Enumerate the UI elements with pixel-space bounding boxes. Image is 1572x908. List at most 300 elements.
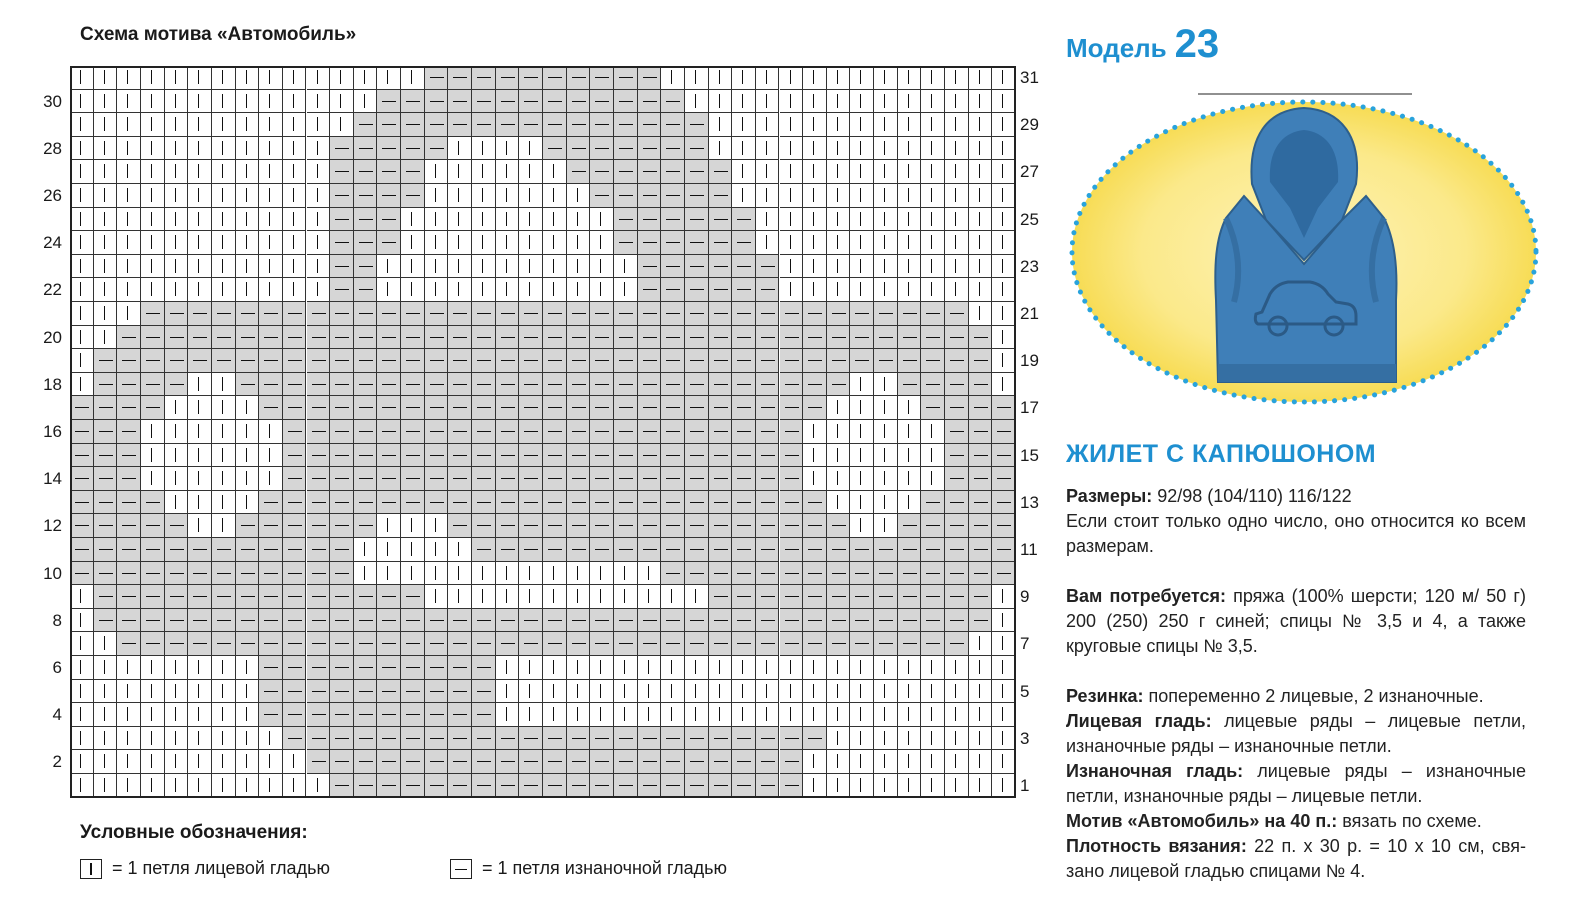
knit-stitch-cell — [212, 184, 236, 208]
knit-stitch-cell — [212, 680, 236, 704]
knit-stitch-cell — [780, 208, 804, 232]
knit-stitch-cell — [803, 137, 827, 161]
knit-stitch-cell — [94, 774, 118, 798]
purl-stitch-cell — [496, 750, 520, 774]
purl-stitch-cell — [259, 491, 283, 515]
knit-stitch-cell — [236, 396, 260, 420]
purl-stitch-cell — [756, 278, 780, 302]
knit-stitch-cell — [94, 278, 118, 302]
purl-stitch-cell — [141, 373, 165, 397]
knit-stitch-cell — [732, 137, 756, 161]
purl-stitch-cell — [827, 562, 851, 586]
knit-symbol-icon — [151, 684, 152, 698]
purl-stitch-cell — [543, 609, 567, 633]
purl-stitch-cell — [590, 420, 614, 444]
purl-stitch-cell — [590, 326, 614, 350]
purl-symbol-icon — [406, 171, 420, 172]
knit-stitch-cell — [803, 656, 827, 680]
knit-stitch-cell — [756, 184, 780, 208]
knit-symbol-icon — [553, 188, 554, 202]
purl-symbol-icon — [501, 77, 515, 78]
purl-symbol-icon — [808, 502, 822, 503]
knit-symbol-icon — [435, 259, 436, 273]
purl-stitch-cell — [283, 467, 307, 491]
purl-stitch-cell — [661, 491, 685, 515]
knit-stitch-cell — [283, 160, 307, 184]
purl-symbol-icon — [666, 101, 680, 102]
purl-symbol-icon — [477, 549, 491, 550]
purl-stitch-cell — [898, 514, 922, 538]
purl-stitch-cell — [590, 774, 614, 798]
knit-stitch-cell — [401, 514, 425, 538]
purl-symbol-icon — [359, 195, 373, 196]
purl-stitch-cell — [472, 656, 496, 680]
purl-stitch-cell — [732, 727, 756, 751]
knit-symbol-icon — [766, 235, 767, 249]
knit-stitch-cell — [496, 278, 520, 302]
purl-symbol-icon — [288, 573, 302, 574]
knit-symbol-icon — [766, 141, 767, 155]
purl-symbol-icon — [453, 101, 467, 102]
knit-stitch-cell — [969, 656, 993, 680]
knit-stitch-cell — [70, 585, 94, 609]
purl-stitch-cell — [472, 90, 496, 114]
stockinette-value: лицевые ряды – лицевые петли, изнаночные ряды – изнаночные петли. — [1066, 711, 1527, 756]
purl-stitch-cell — [283, 609, 307, 633]
purl-stitch-cell — [472, 491, 496, 515]
knit-stitch-cell — [543, 160, 567, 184]
purl-stitch-cell — [567, 444, 591, 468]
purl-stitch-cell — [259, 703, 283, 727]
knit-stitch-cell — [614, 278, 638, 302]
purl-stitch-cell — [496, 396, 520, 420]
knit-stitch-cell — [283, 255, 307, 279]
knit-stitch-cell — [969, 113, 993, 137]
knit-stitch-cell — [259, 184, 283, 208]
purl-stitch-cell — [259, 609, 283, 633]
purl-stitch-cell — [874, 326, 898, 350]
purl-symbol-icon — [619, 148, 633, 149]
row-number-left: 2 — [52, 752, 62, 772]
knit-symbol-icon — [269, 731, 270, 745]
purl-stitch-cell — [590, 160, 614, 184]
knit-symbol-icon — [104, 235, 105, 249]
knit-stitch-cell — [874, 396, 898, 420]
knit-symbol-icon — [293, 212, 294, 226]
purl-stitch-cell — [496, 467, 520, 491]
knit-symbol-icon — [813, 70, 814, 84]
knit-stitch-cell — [236, 184, 260, 208]
purl-symbol-icon — [619, 738, 633, 739]
knit-symbol-icon — [955, 707, 956, 721]
purl-stitch-cell — [425, 491, 449, 515]
knit-symbol-icon — [269, 141, 270, 155]
purl-symbol-icon — [643, 195, 657, 196]
knit-stitch-cell — [141, 774, 165, 798]
knit-symbol-icon — [222, 377, 223, 391]
knit-stitch-cell — [827, 467, 851, 491]
purl-symbol-icon — [524, 313, 538, 314]
purl-symbol-icon — [572, 360, 586, 361]
knit-symbol-icon — [411, 566, 412, 580]
purl-symbol-icon — [832, 337, 846, 338]
purl-stitch-cell — [401, 444, 425, 468]
purl-symbol-icon — [170, 337, 184, 338]
purl-symbol-icon — [974, 455, 988, 456]
knit-symbol-icon — [813, 141, 814, 155]
knit-stitch-cell — [567, 208, 591, 232]
purl-stitch-cell — [377, 680, 401, 704]
knit-stitch-cell — [165, 90, 189, 114]
purl-symbol-icon — [99, 549, 113, 550]
purl-symbol-icon — [382, 337, 396, 338]
knit-symbol-icon — [931, 778, 932, 792]
purl-symbol-icon — [903, 360, 917, 361]
knit-stitch-cell — [921, 727, 945, 751]
purl-stitch-cell — [780, 750, 804, 774]
purl-symbol-icon — [241, 525, 255, 526]
knit-symbol-icon — [387, 70, 388, 84]
purl-stitch-cell — [803, 609, 827, 633]
purl-stitch-cell — [756, 562, 780, 586]
purl-symbol-icon — [737, 620, 751, 621]
purl-stitch-cell — [827, 349, 851, 373]
knit-symbol-icon — [884, 212, 885, 226]
purl-symbol-icon — [690, 573, 704, 574]
purl-symbol-icon — [714, 761, 728, 762]
knit-symbol-icon — [790, 117, 791, 131]
knit-stitch-cell — [850, 420, 874, 444]
knit-symbol-icon — [908, 259, 909, 273]
knit-symbol-icon — [506, 707, 507, 721]
purl-symbol-icon — [453, 502, 467, 503]
purl-symbol-icon — [217, 573, 231, 574]
knit-stitch-cell — [921, 208, 945, 232]
purl-stitch-cell — [614, 514, 638, 538]
purl-symbol-icon — [359, 667, 373, 668]
knit-stitch-cell — [236, 774, 260, 798]
purl-symbol-icon — [548, 313, 562, 314]
purl-stitch-cell — [709, 609, 733, 633]
knit-stitch-cell — [756, 703, 780, 727]
knit-stitch-cell — [117, 137, 141, 161]
purl-symbol-icon — [997, 549, 1011, 550]
knit-symbol-icon — [624, 282, 625, 296]
knit-symbol-icon — [529, 164, 530, 178]
purl-symbol-icon — [595, 171, 609, 172]
knit-stitch-cell — [141, 680, 165, 704]
knit-stitch-cell — [401, 538, 425, 562]
knit-symbol-icon — [860, 518, 861, 532]
knit-stitch-cell — [827, 491, 851, 515]
motif-paragraph — [1066, 809, 1526, 834]
purl-symbol-icon — [737, 337, 751, 338]
knit-stitch-cell — [992, 137, 1016, 161]
purl-symbol-icon — [122, 525, 136, 526]
purl-stitch-cell — [638, 137, 662, 161]
purl-symbol-icon — [406, 431, 420, 432]
purl-symbol-icon — [548, 148, 562, 149]
knit-symbol-icon — [198, 448, 199, 462]
knit-symbol-icon — [246, 707, 247, 721]
purl-stitch-cell — [638, 444, 662, 468]
purl-stitch-cell — [709, 774, 733, 798]
purl-symbol-icon — [572, 643, 586, 644]
purl-stitch-cell — [567, 113, 591, 137]
purl-symbol-icon — [288, 643, 302, 644]
purl-stitch-cell — [70, 491, 94, 515]
purl-symbol-icon — [501, 124, 515, 125]
purl-stitch-cell — [803, 396, 827, 420]
purl-stitch-cell — [496, 514, 520, 538]
purl-symbol-icon — [382, 691, 396, 692]
purl-stitch-cell — [188, 326, 212, 350]
purl-stitch-cell — [141, 491, 165, 515]
purl-symbol-icon — [335, 643, 349, 644]
knit-symbol-icon — [506, 188, 507, 202]
purl-stitch-cell — [259, 656, 283, 680]
purl-stitch-cell — [969, 609, 993, 633]
purl-stitch-cell — [519, 514, 543, 538]
knit-stitch-cell — [141, 444, 165, 468]
purl-symbol-icon — [808, 360, 822, 361]
knit-symbol-icon — [624, 660, 625, 674]
purl-symbol-icon — [122, 502, 136, 503]
purl-symbol-icon — [382, 667, 396, 668]
purl-symbol-icon — [832, 596, 846, 597]
purl-stitch-cell — [709, 278, 733, 302]
knit-stitch-cell — [898, 66, 922, 90]
knit-stitch-cell — [898, 255, 922, 279]
knit-stitch-cell — [898, 420, 922, 444]
purl-stitch-cell — [685, 231, 709, 255]
purl-symbol-icon — [524, 785, 538, 786]
knit-symbol-icon — [955, 259, 956, 273]
purl-stitch-cell — [354, 396, 378, 420]
purl-stitch-cell — [732, 278, 756, 302]
purl-stitch-cell — [354, 774, 378, 798]
purl-symbol-icon — [737, 738, 751, 739]
purl-stitch-cell — [307, 514, 331, 538]
knit-stitch-cell — [425, 255, 449, 279]
purl-stitch-cell — [638, 538, 662, 562]
knit-stitch-cell — [732, 160, 756, 184]
purl-stitch-cell — [117, 538, 141, 562]
purl-symbol-icon — [453, 714, 467, 715]
purl-stitch-cell — [661, 113, 685, 137]
purl-symbol-icon — [382, 124, 396, 125]
knit-stitch-cell — [756, 160, 780, 184]
purl-symbol-icon — [477, 738, 491, 739]
knit-symbol-icon — [529, 212, 530, 226]
knit-symbol-icon — [458, 282, 459, 296]
knit-stitch-cell — [425, 278, 449, 302]
purl-symbol-icon — [619, 761, 633, 762]
knit-stitch-cell — [969, 727, 993, 751]
knit-symbol-icon — [1002, 684, 1003, 698]
purl-stitch-cell — [425, 680, 449, 704]
purl-symbol-icon — [430, 313, 444, 314]
purl-symbol-icon — [264, 525, 278, 526]
materials-label: Вам потребуется: — [1066, 586, 1226, 606]
purl-symbol-icon — [335, 431, 349, 432]
row-number-right: 5 — [1020, 681, 1030, 701]
purl-stitch-cell — [354, 703, 378, 727]
purl-symbol-icon — [997, 478, 1011, 479]
purl-stitch-cell — [94, 491, 118, 515]
knit-symbol-icon — [1002, 282, 1003, 296]
knit-symbol-icon — [175, 778, 176, 792]
knit-stitch-cell — [259, 231, 283, 255]
purl-stitch-cell — [685, 444, 709, 468]
knit-symbol-icon — [104, 212, 105, 226]
knit-symbol-icon — [458, 566, 459, 580]
purl-stitch-cell — [685, 160, 709, 184]
knit-stitch-cell — [236, 160, 260, 184]
purl-symbol-icon — [548, 124, 562, 125]
knit-stitch-cell — [850, 680, 874, 704]
purl-stitch-cell — [519, 444, 543, 468]
knit-stitch-cell — [259, 278, 283, 302]
purl-symbol-icon — [312, 502, 326, 503]
purl-symbol-icon — [288, 691, 302, 692]
purl-symbol-icon — [974, 407, 988, 408]
purl-stitch-cell — [803, 538, 827, 562]
purl-stitch-cell — [969, 349, 993, 373]
knit-symbol-icon — [387, 259, 388, 273]
legend-knit — [80, 858, 330, 879]
knit-symbol-icon — [529, 589, 530, 603]
purl-stitch-cell — [94, 444, 118, 468]
row-number-right: 27 — [1020, 162, 1039, 182]
purl-symbol-icon — [335, 761, 349, 762]
purl-stitch-cell — [850, 632, 874, 656]
purl-stitch-cell — [354, 255, 378, 279]
knit-stitch-cell — [117, 208, 141, 232]
purl-stitch-cell — [165, 609, 189, 633]
purl-symbol-icon — [359, 431, 373, 432]
knit-stitch-cell — [496, 208, 520, 232]
knit-symbol-icon — [293, 754, 294, 768]
purl-symbol-icon — [974, 573, 988, 574]
purl-symbol-icon — [548, 761, 562, 762]
knit-symbol-icon — [175, 471, 176, 485]
purl-stitch-cell — [567, 538, 591, 562]
purl-symbol-icon — [335, 219, 349, 220]
knit-symbol-icon — [80, 70, 81, 84]
row-number-right: 11 — [1020, 540, 1038, 559]
rib-label: Резинка: — [1066, 686, 1144, 706]
purl-symbol-icon — [737, 502, 751, 503]
purl-stitch-cell — [519, 113, 543, 137]
purl-symbol-icon — [406, 738, 420, 739]
knit-stitch-cell — [803, 90, 827, 114]
knit-symbol-icon — [648, 660, 649, 674]
purl-symbol-icon — [453, 620, 467, 621]
purl-stitch-cell — [354, 278, 378, 302]
knit-stitch-cell — [70, 208, 94, 232]
knit-symbol-icon — [175, 707, 176, 721]
purl-stitch-cell — [709, 349, 733, 373]
purl-stitch-cell — [283, 703, 307, 727]
knit-symbol-icon — [931, 188, 932, 202]
knit-symbol-icon — [198, 141, 199, 155]
purl-symbol-icon — [264, 384, 278, 385]
purl-stitch-cell — [969, 491, 993, 515]
purl-symbol-icon — [193, 313, 207, 314]
purl-symbol-icon — [714, 785, 728, 786]
purl-symbol-icon — [997, 455, 1011, 456]
purl-stitch-cell — [709, 420, 733, 444]
purl-symbol-icon — [548, 620, 562, 621]
purl-symbol-icon — [666, 431, 680, 432]
purl-stitch-cell — [377, 420, 401, 444]
knit-stitch-cell — [780, 278, 804, 302]
purl-symbol-icon — [382, 148, 396, 149]
purl-symbol-icon — [312, 360, 326, 361]
knit-stitch-cell — [567, 585, 591, 609]
knit-symbol-icon — [766, 94, 767, 108]
purl-symbol-icon — [926, 407, 940, 408]
knit-symbol-icon — [908, 731, 909, 745]
purl-stitch-cell — [330, 349, 354, 373]
purl-stitch-cell — [354, 302, 378, 326]
knit-symbol-icon — [435, 235, 436, 249]
purl-stitch-cell — [354, 326, 378, 350]
knit-symbol-icon — [955, 778, 956, 792]
knit-symbol-icon — [837, 117, 838, 131]
purl-stitch-cell — [661, 514, 685, 538]
knit-stitch-cell — [117, 656, 141, 680]
purl-symbol-icon — [453, 360, 467, 361]
purl-symbol-icon — [217, 596, 231, 597]
knit-stitch-cell — [259, 90, 283, 114]
knit-stitch-cell — [212, 727, 236, 751]
purl-stitch-cell — [330, 774, 354, 798]
knit-symbol-icon — [222, 754, 223, 768]
purl-symbol-icon — [714, 195, 728, 196]
knit-symbol-icon — [553, 660, 554, 674]
purl-symbol-icon — [832, 573, 846, 574]
purl-symbol-icon — [430, 761, 444, 762]
purl-symbol-icon — [643, 785, 657, 786]
knit-symbol-icon — [931, 424, 932, 438]
purl-symbol-icon — [785, 360, 799, 361]
knit-stitch-cell — [117, 774, 141, 798]
knit-symbol-icon — [127, 731, 128, 745]
knit-stitch-cell — [756, 208, 780, 232]
purl-symbol-icon — [690, 289, 704, 290]
purl-symbol-icon — [146, 643, 160, 644]
purl-stitch-cell — [401, 302, 425, 326]
purl-stitch-cell — [590, 467, 614, 491]
purl-stitch-cell — [780, 632, 804, 656]
purl-symbol-icon — [524, 502, 538, 503]
purl-stitch-cell — [732, 562, 756, 586]
knit-stitch-cell — [165, 208, 189, 232]
purl-stitch-cell — [94, 420, 118, 444]
row-number-right: 21 — [1020, 304, 1039, 323]
purl-symbol-icon — [335, 502, 349, 503]
knit-stitch-cell — [803, 66, 827, 90]
purl-stitch-cell — [283, 396, 307, 420]
knit-stitch-cell — [945, 208, 969, 232]
purl-symbol-icon — [785, 761, 799, 762]
knit-symbol-icon — [719, 660, 720, 674]
knit-stitch-cell — [945, 680, 969, 704]
purl-stitch-cell — [732, 420, 756, 444]
purl-symbol-icon — [382, 360, 396, 361]
